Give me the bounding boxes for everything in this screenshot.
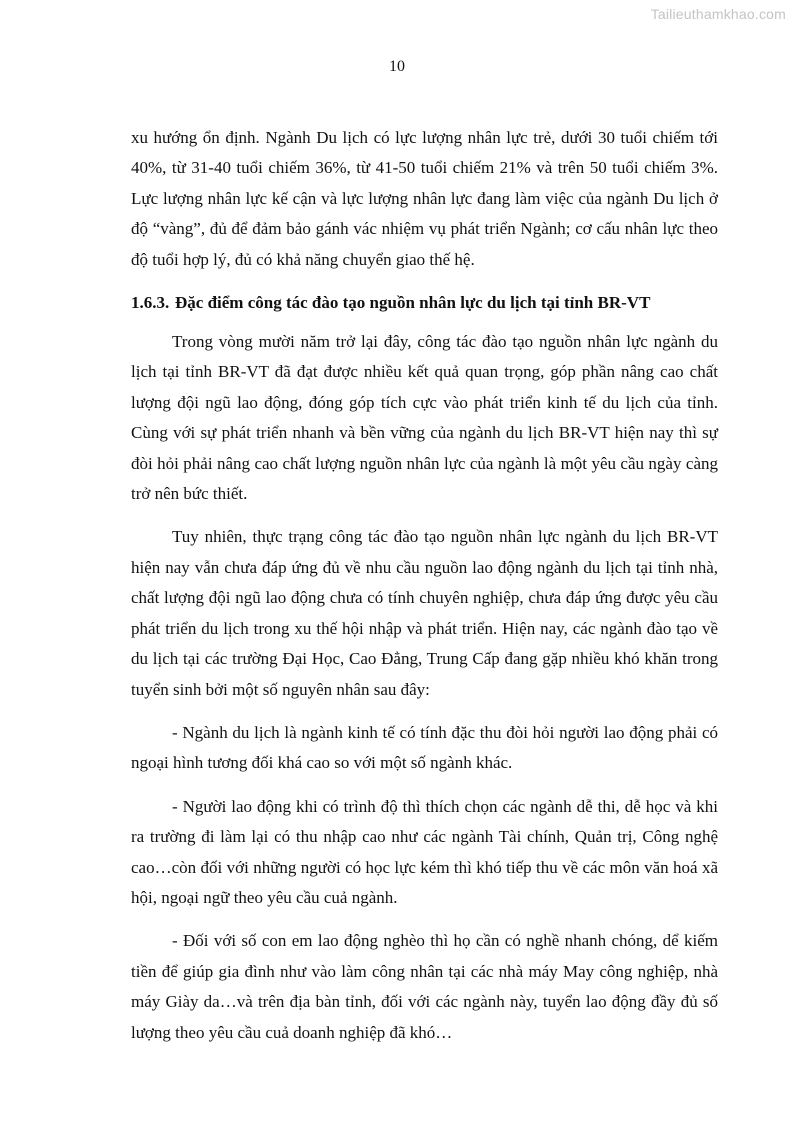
paragraph-continuation: xu hướng ổn định. Ngành Du lịch có lực lượng nhân lực trẻ, dưới 30 tuổi chiếm tới 40%, từ 31-40 tuổi chiếm 36%, từ 41-50 tuổi chiếm 21% và trên 50 tuổi chiếm 3%. Lực lượng nhân lực kế cận và lực lượng nhân lực đang làm việc của ngành Du lịch ở độ “vàng”, đủ để đảm bảo gánh vác nhiệm vụ phát triển Ngành; cơ cấu nhân lực theo độ tuổi hợp lý, đủ có khả năng chuyển giao thế hệ. [131, 128, 718, 269]
bullet-paragraph: - Người lao động khi có trình độ thì thích chọn các ngành dễ thi, dễ học và khi ra trường đi làm lại có thu nhập cao như các ngành Tài chính, Quản trị, Công nghệ cao…còn đối với những người có học lực kém thì khó tiếp thu về các môn văn hoá xã hội, ngoại ngữ theo yêu cầu cuả ngành. [131, 796, 718, 907]
watermark: Tailieuthamkhao.com [650, 6, 786, 22]
bullet-paragraph: - Ngành du lịch là ngành kinh tế có tính đặc thu đòi hỏi người lao động phải có ngoại hình tương đối khá cao so với một số ngành khác. [131, 722, 718, 773]
page-number: 10 [389, 58, 405, 75]
paragraph: Tuy nhiên, thực trạng công tác đào tạo nguồn nhân lực ngành du lịch BR-VT hiện nay vẫn chưa đáp ứng đủ về nhu cầu nguồn lao động ngành du lịch tại tỉnh nhà, chất lượng đội ngũ lao động chưa có tính chuyên nghiệp, chưa đáp ứng được yêu cầu phát triển du lịch trong xu thế hội nhập và phát triển. Hiện nay, các ngành đào tạo về du lịch tại các trường Đại Học, Cao Đẳng, Trung Cấp đang gặp nhiều khó khăn trong tuyển sinh bởi một số nguyên nhân sau đây: [131, 527, 718, 699]
section-title: Đặc điểm công tác đào tạo nguồn nhân lực du lịch tại tỉnh BR-VT [175, 293, 651, 313]
section-number: 1.6.3. [131, 293, 170, 313]
document-body [131, 123, 718, 1061]
section-heading [131, 288, 718, 318]
bullet-paragraph: - Đối với số con em lao động nghèo thì họ cần có nghề nhanh chóng, dể kiếm tiền để giúp gia đình như vào làm công nhân tại các nhà máy May công nghiệp, nhà máy Giày da…và trên địa bàn tỉnh, đối với các ngành này, tuyển lao động đầy đủ số lượng theo yêu cầu cuả doanh nghiệp đã khó… [131, 931, 718, 1042]
paragraph: Trong vòng mười năm trở lại đây, công tác đào tạo nguồn nhân lực ngành du lịch tại tỉnh BR-VT đã đạt được nhiều kết quả quan trọng, góp phần nâng cao chất lượng đội ngũ lao động, đóng góp tích cực vào phát triển kinh tế du lịch của tỉnh. Cùng với sự phát triển nhanh và bền vững của ngành du lịch BR-VT hiện nay thì sự đòi hỏi phải nâng cao chất lượng nguồn nhân lực của ngành là một yêu cầu ngày càng trở nên bức thiết. [131, 332, 718, 504]
